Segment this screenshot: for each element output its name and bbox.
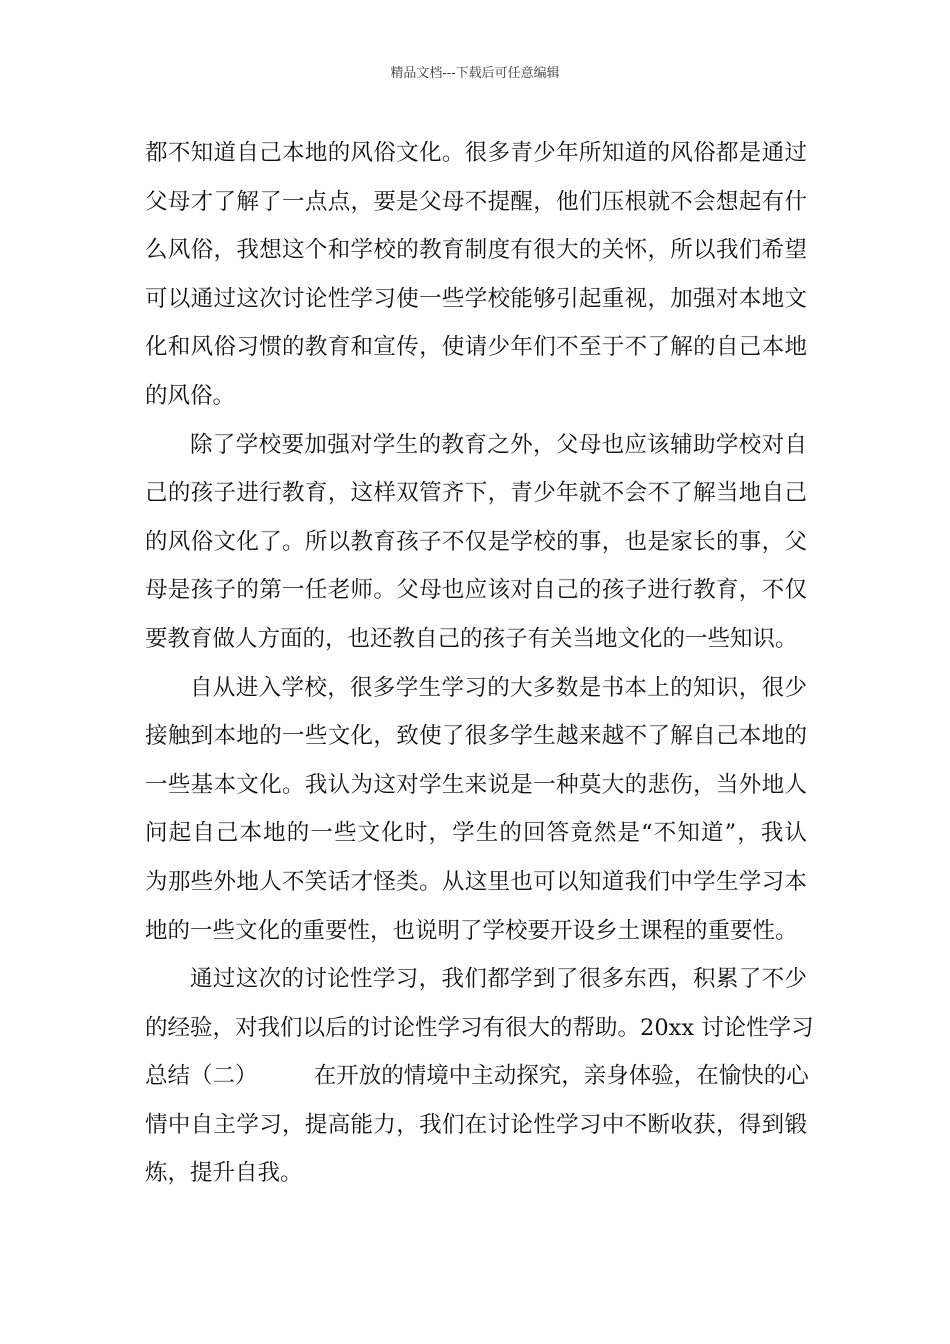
text-line: 化和风俗习惯的教育和宣传，使请少年们不至于不了解的自己本地 — [145, 334, 807, 361]
text-line: 的风俗文化了。所以教育孩子不仅是学校的事，也是家长的事，父 — [145, 528, 807, 555]
text-line: 总结（二） 在开放的情境中主动探究，亲身体验，在愉快的心 — [145, 1063, 809, 1090]
text-line: 除了学校要加强对学生的教育之外，父母也应该辅助学校对自 — [190, 431, 807, 458]
text-line: 父母才了解了一点点，要是父母不提醒，他们压根就不会想起有什 — [145, 188, 807, 215]
text-line: 一些基本文化。我认为这对学生来说是一种莫大的悲伤，当外地人 — [145, 771, 807, 798]
text-line: 己的孩子进行教育，这样双管齐下，青少年就不会不了解当地自己 — [145, 480, 807, 507]
text-line: 的风俗。 — [145, 382, 236, 409]
text-line: 地的一些文化的重要性，也说明了学校要开设乡土课程的重要性。 — [145, 917, 798, 944]
paragraph — [145, 421, 807, 664]
text-line: 自从进入学校，很多学生学习的大多数是书本上的知识，很少 — [190, 674, 807, 701]
text-line: 情中自主学习，提高能力，我们在讨论性学习中不断收获，得到锻 — [145, 1111, 807, 1138]
paragraph — [145, 664, 807, 956]
text-line: 么风俗，我想这个和学校的教育制度有很大的关怀，所以我们希望 — [145, 237, 807, 264]
text-line: 接触到本地的一些文化，致使了很多学生越来越不了解自己本地的 — [145, 723, 807, 750]
text-line: 炼，提升自我。 — [145, 1160, 303, 1187]
document-body — [145, 129, 814, 1198]
text-line: 母是孩子的第一任老师。父母也应该对自己的孩子进行教育，不仅 — [145, 577, 807, 604]
text-line: 都不知道自己本地的风俗文化。很多青少年所知道的风俗都是通过 — [145, 140, 807, 166]
text-line: 的经验，对我们以后的讨论性学习有很大的帮助。20xx 讨论性学习 — [145, 1014, 814, 1041]
text-line: 可以通过这次讨论性学习使一些学校能够引起重视，加强对本地文 — [145, 285, 807, 312]
text-line: 问起自己本地的一些文化时，学生的回答竟然是“不知道”，我认 — [145, 820, 807, 847]
page-header: 精品文档---下载后可任意编辑 — [390, 66, 560, 81]
paragraph — [145, 955, 814, 1198]
text-line: 通过这次的讨论性学习，我们都学到了很多东西，积累了不少 — [190, 966, 807, 993]
text-line: 要教育做人方面的，也还教自己的孩子有关当地文化的一些知识。 — [145, 625, 798, 652]
paragraph — [145, 129, 807, 421]
text-line: 为那些外地人不笑话才怪类。从这里也可以知道我们中学生学习本 — [145, 868, 807, 895]
